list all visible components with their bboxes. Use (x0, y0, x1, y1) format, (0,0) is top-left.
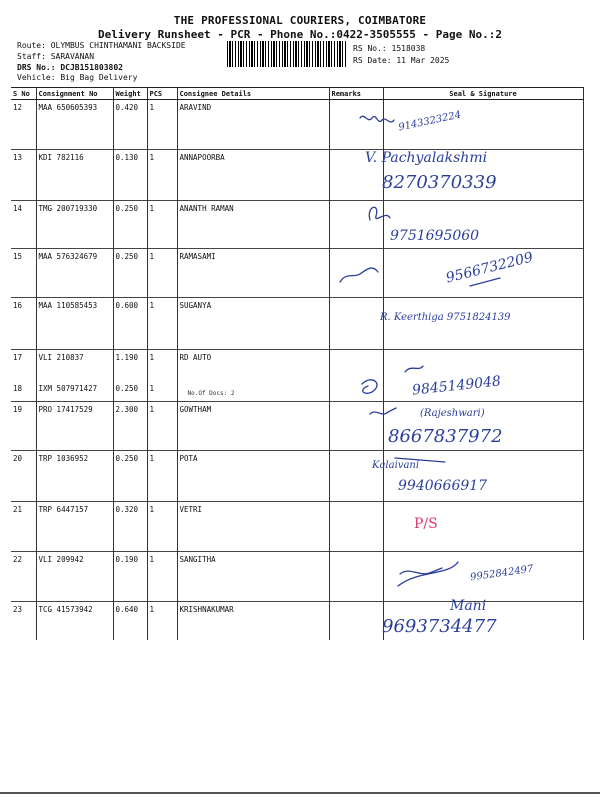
signature-note-16: R. Keerthiga 9751824139 (380, 312, 511, 323)
row-sno: 13 (11, 150, 36, 201)
row-sno: 18 (13, 383, 23, 393)
row-pcs: 1 (147, 100, 177, 150)
row-pcs: 1 (147, 249, 177, 298)
row-weight: 1.190 (113, 350, 147, 381)
signature-name-20: Kalaivani (372, 460, 420, 471)
row-sno: 17 (11, 350, 36, 381)
row-sno: 20 (11, 451, 36, 502)
row-pcs: 1 (147, 350, 177, 381)
col-header-pcs: PCS (147, 88, 177, 100)
col-header-signature: Seal & Signature (383, 88, 583, 100)
col-header-consignee: Consignee Details (177, 88, 329, 100)
row-sno: 23 (11, 602, 36, 640)
row-consignment: KDI 782116 (36, 150, 113, 201)
row-weight: 0.640 (113, 602, 147, 640)
signature-phone-19: 8667837972 (388, 426, 503, 447)
row-consignment: PRO 17417529 (36, 402, 113, 451)
row-weight: 0.250 (113, 381, 147, 402)
signature-phone-14: 9751695060 (390, 228, 480, 244)
row-weight: 0.420 (113, 100, 147, 150)
row-consignee: ANNAPOORBA (177, 150, 329, 201)
row-sno: 22 (11, 552, 36, 602)
row-consignment: MAA 576324679 (36, 249, 113, 298)
row-consignment: TMG 200719330 (36, 201, 113, 249)
row-sno: 14 (11, 201, 36, 249)
row-pcs: 1 (147, 552, 177, 602)
row-consignee: RD AUTO (177, 350, 329, 381)
row-pcs: 1 (147, 150, 177, 201)
rs-number: RS No.: 1518038 (353, 44, 426, 53)
rs-date: RS Date: 11 Mar 2025 (353, 56, 450, 65)
col-header-consignment: Consignment No (36, 88, 113, 100)
signature-name-23: Mani (450, 598, 487, 614)
signature-name-19: (Rajeshwari) (420, 408, 485, 419)
row-weight: 0.190 (113, 552, 147, 602)
row-weight: 0.320 (113, 502, 147, 552)
runsheet-title: Delivery Runsheet - PCR - Phone No.:0422-3505555 - Page No.:2 (98, 28, 502, 41)
staff-text: Staff: SARAVANAN (17, 52, 95, 61)
row-consignee: POTA (177, 451, 329, 502)
drs-number: DRS No.: DCJB151803802 (17, 63, 123, 72)
row-consignment: TRP 6447157 (36, 502, 113, 552)
row-weight: 0.250 (113, 451, 147, 502)
signature-phone-15: 9566732209 (444, 249, 535, 287)
row-sno: 19 (11, 402, 36, 451)
row-consignee: ANANTH RAMAN (177, 201, 329, 249)
row-consignment: VLI 209942 (36, 552, 113, 602)
row-consignment: MAA 110585453 (36, 298, 113, 350)
row-consignee: KRISHNAKUMAR (177, 602, 329, 640)
row-pcs: 1 (147, 201, 177, 249)
vehicle-text: Vehicle: Big Bag Delivery (17, 73, 138, 82)
row-consignment: VLI 210837 (36, 350, 113, 381)
row-sno: 12 (13, 103, 23, 112)
row-consignee: ARAVIND (177, 100, 329, 150)
row-pcs: 1 (147, 502, 177, 552)
signature-phone-20: 9940666917 (398, 478, 488, 494)
col-header-weight: Weight (113, 88, 147, 100)
row-pcs: 1 (147, 451, 177, 502)
signature-note-12: 9143323224 (397, 109, 463, 134)
row-consignee: GOWTHAM (177, 402, 329, 451)
row-consignee: SANGITHA (177, 552, 329, 602)
signature-phone-18: 9845149048 (411, 373, 502, 399)
row-weight: 0.130 (113, 150, 147, 201)
row-consignment: MAA 650605393 (36, 100, 113, 150)
row-consignment: IXM 507971427 (36, 381, 113, 402)
col-header-sno: S No (11, 88, 36, 100)
page-bottom-edge (0, 792, 600, 794)
row-consignment: TCG 41573942 (36, 602, 113, 640)
signature-name-13: V. Pachyalakshmi (365, 150, 488, 166)
row-weight: 0.600 (113, 298, 147, 350)
row-consignee: RAMASAMI (177, 249, 329, 298)
row-pcs: 1 (147, 381, 177, 402)
row-sno: 15 (11, 249, 36, 298)
row-pcs: 1 (147, 298, 177, 350)
row-consignee: VETRI (177, 502, 329, 552)
row-consignee: SUGANYA (177, 298, 329, 350)
row-consignment: TRP 1036952 (36, 451, 113, 502)
company-name: THE PROFESSIONAL COURIERS, COIMBATORE (173, 14, 427, 27)
signature-phone-13: 8270370339 (382, 172, 497, 193)
col-header-remarks: Remarks (329, 88, 383, 100)
row-pcs: 1 (147, 602, 177, 640)
row-weight: 0.250 (113, 201, 147, 249)
signature-phone-23: 9693734477 (382, 616, 497, 637)
row-sno: 21 (11, 502, 36, 552)
row-weight: 2.300 (113, 402, 147, 451)
docs-note: No.Of Docs: 2 (187, 389, 235, 397)
row-sno: 16 (11, 298, 36, 350)
signature-phone-22: 9952842497 (469, 563, 535, 584)
row-pcs: 1 (147, 402, 177, 451)
signature-mark-21: P/S (414, 516, 438, 532)
row-weight: 0.250 (113, 249, 147, 298)
route-text: Route: OLYMBUS CHINTHAMANI BACKSIDE (17, 41, 186, 50)
